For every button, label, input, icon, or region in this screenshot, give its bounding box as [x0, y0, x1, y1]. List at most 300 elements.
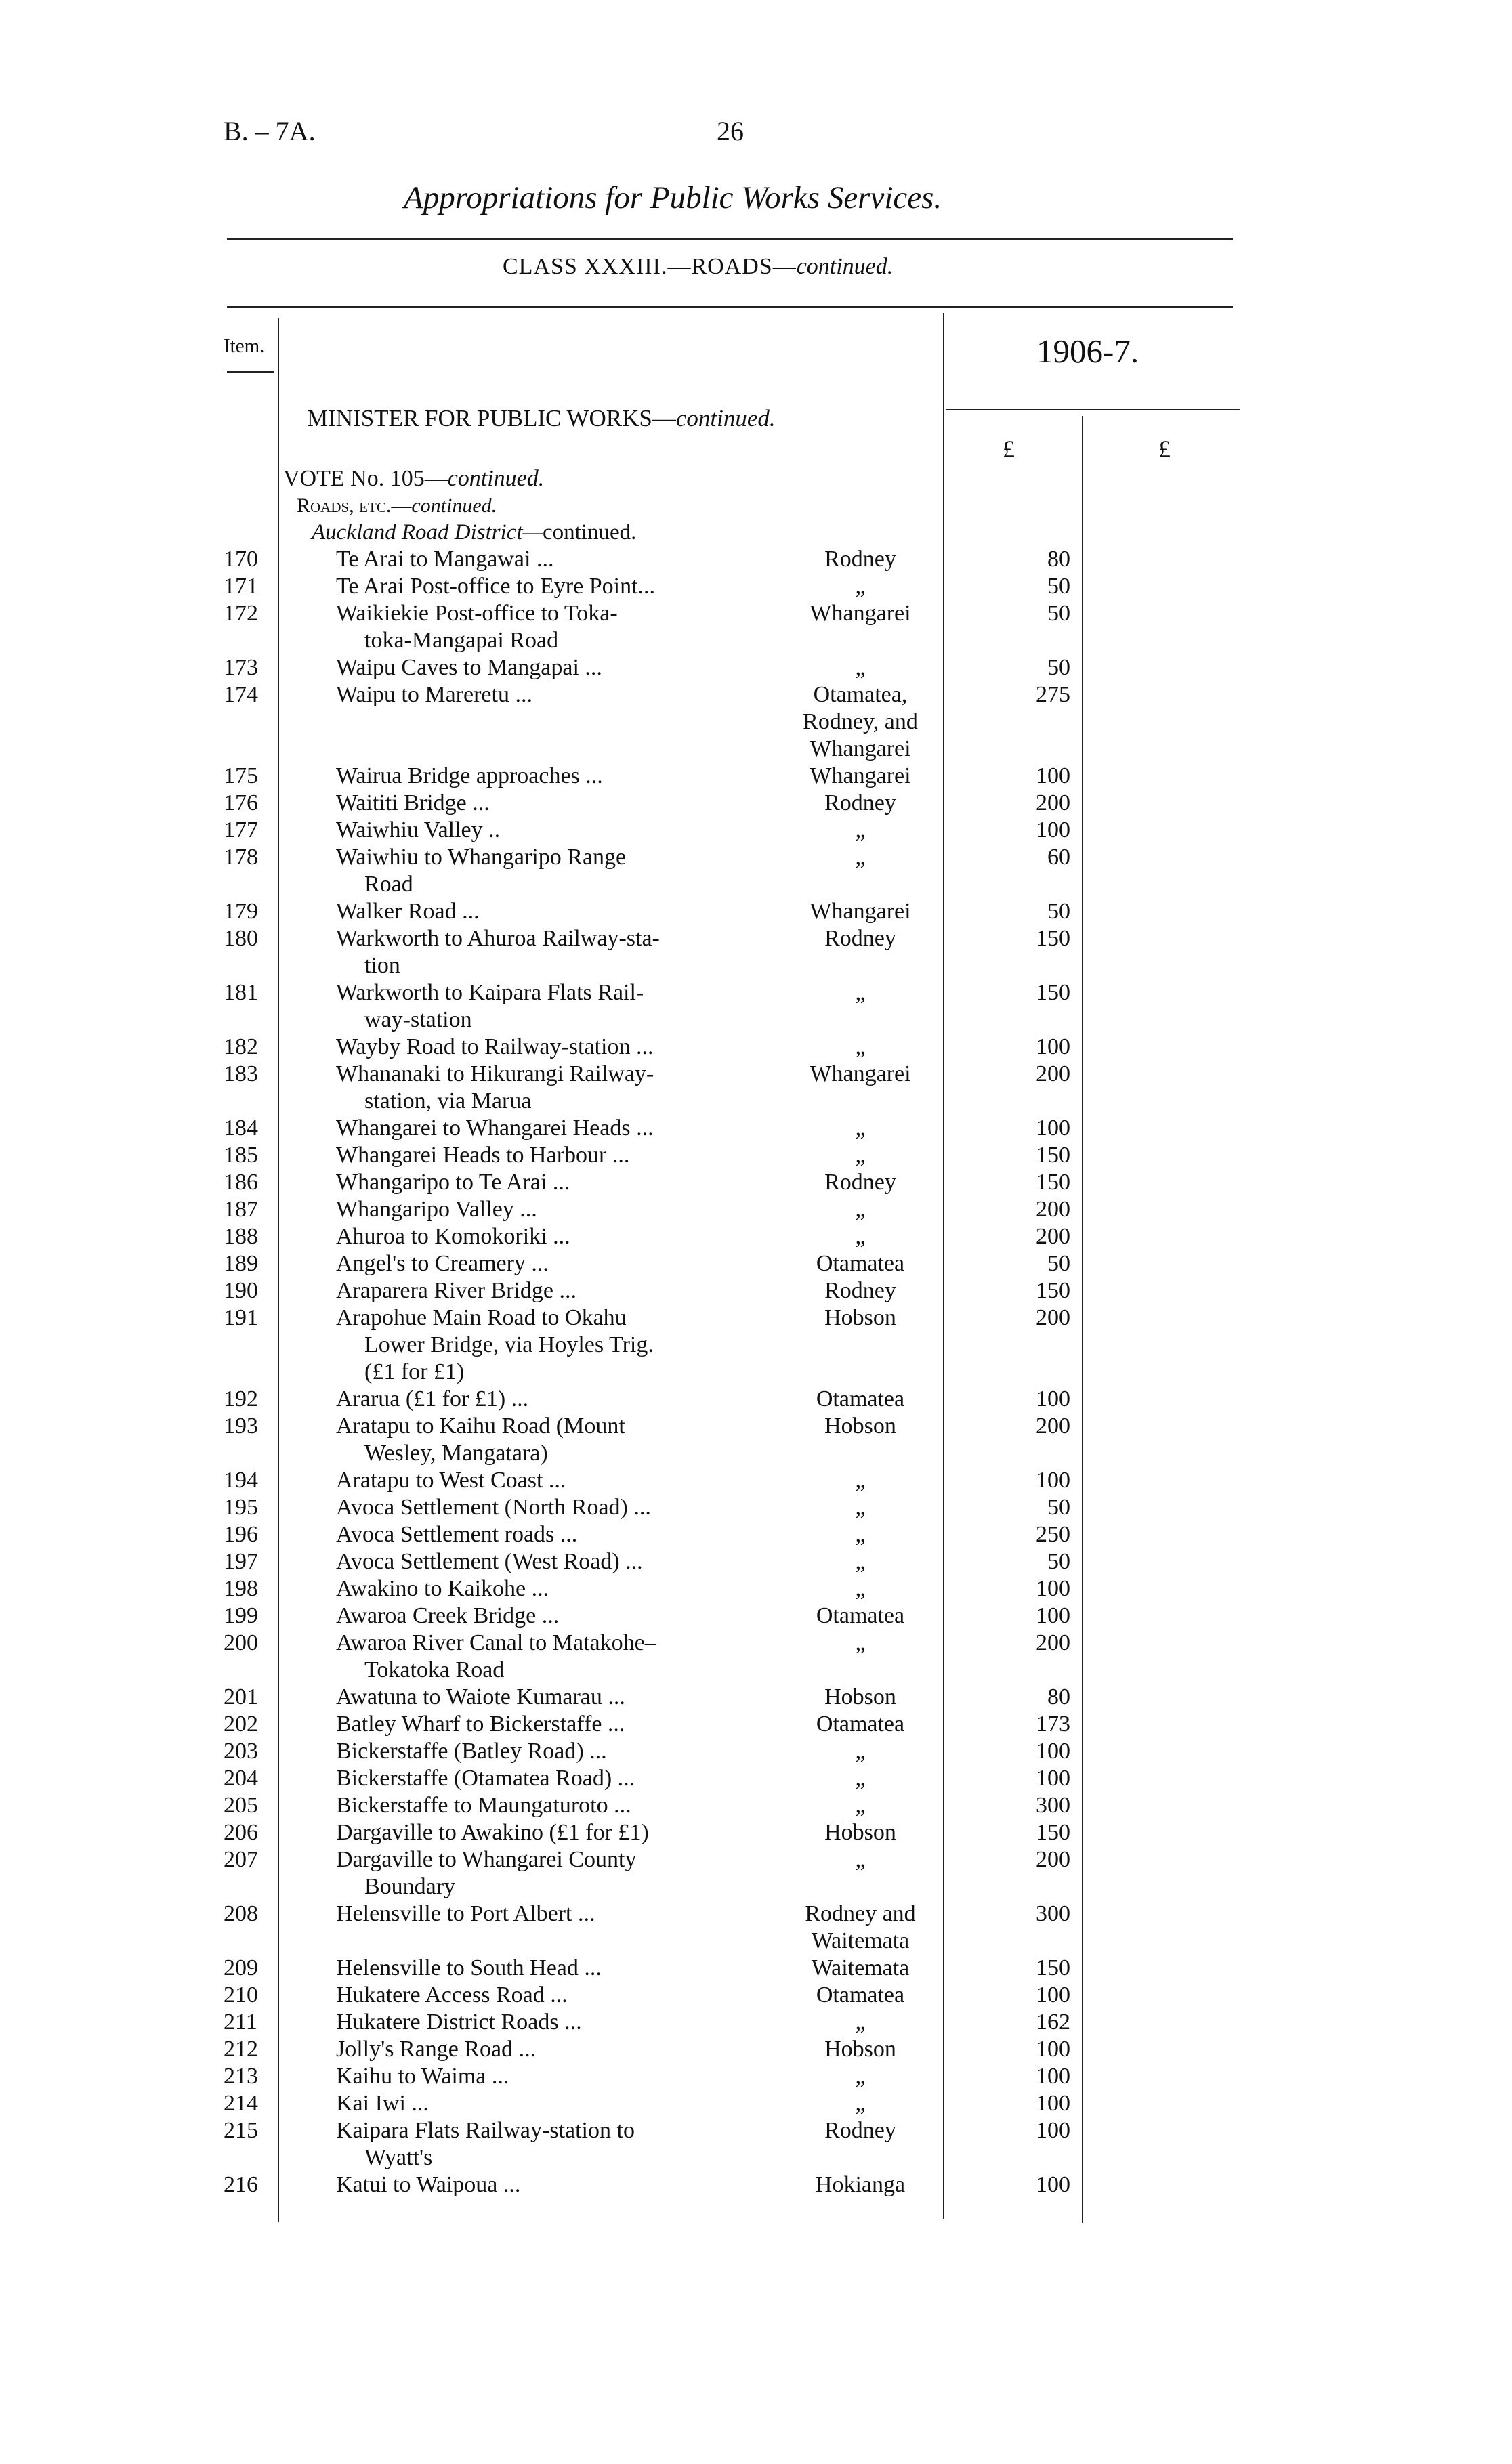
- district-line: Whangarei: [810, 899, 911, 924]
- amount-column-rule: [1082, 416, 1083, 2223]
- description-line: Angel's to Creamery ...: [336, 1251, 549, 1276]
- currency-header-1: £: [1003, 436, 1015, 463]
- description-line: way-station: [364, 1007, 472, 1032]
- description-line: Walker Road ...: [336, 899, 480, 924]
- item-number: 187: [224, 1197, 258, 1222]
- description-line: Bickerstaffe (Batley Road) ...: [336, 1739, 607, 1764]
- item-number: 183: [224, 1061, 258, 1086]
- road-description: [336, 1792, 751, 1819]
- road-district: [772, 1711, 948, 1738]
- vote-heading-continued: continued.: [447, 466, 545, 491]
- description-line: Avoca Settlement roads ...: [336, 1522, 578, 1547]
- district-line: „: [855, 2064, 866, 2089]
- item-number: 206: [224, 1820, 258, 1845]
- item-number: 211: [224, 2010, 257, 2035]
- amount: 162: [1036, 2010, 1070, 2035]
- district-line: Otamatea,: [813, 682, 908, 707]
- item-number: 172: [224, 601, 258, 626]
- item-number: 181: [224, 980, 258, 1005]
- road-description: [336, 1982, 751, 2009]
- item-header-underline: [227, 371, 274, 373]
- district-line: „: [855, 980, 866, 1005]
- road-district: [772, 654, 948, 681]
- district-line: „: [855, 1522, 866, 1547]
- road-description: [336, 1386, 751, 1413]
- amount: 100: [1036, 1766, 1070, 1791]
- description-line: Wyatt's: [364, 2145, 433, 2170]
- item-number: 176: [224, 790, 258, 815]
- description-line: Katui to Waipoua ...: [336, 2172, 521, 2197]
- district-line: Whangarei: [810, 1061, 911, 1086]
- amount: 50: [1047, 1549, 1070, 1574]
- road-district: [772, 1630, 948, 1657]
- road-description: [336, 2171, 751, 2199]
- description-line: toka-Mangapai Road: [364, 628, 559, 653]
- road-description: [336, 1846, 751, 1900]
- road-district: [772, 1982, 948, 2009]
- road-description: [336, 1196, 751, 1223]
- item-number: 185: [224, 1143, 258, 1168]
- description-line: Kaihu to Waima ...: [336, 2064, 509, 2089]
- district-line: „: [855, 1630, 866, 1655]
- district-line: „: [855, 1847, 866, 1872]
- item-number: 203: [224, 1739, 258, 1764]
- vote-heading: [283, 466, 544, 492]
- district-line: „: [855, 1034, 866, 1059]
- road-district: [772, 844, 948, 871]
- road-description: [336, 898, 751, 925]
- road-description: [336, 790, 751, 817]
- road-description: [336, 1900, 751, 1928]
- road-description: [336, 654, 751, 681]
- district-line: „: [855, 817, 866, 843]
- item-number: 208: [224, 1901, 258, 1926]
- road-description: [336, 1277, 751, 1304]
- amount: 200: [1036, 790, 1070, 815]
- item-number: 201: [224, 1684, 258, 1709]
- title-rule: [227, 238, 1233, 240]
- amount: 100: [1036, 1576, 1070, 1601]
- district-heading: [312, 520, 636, 545]
- road-district: [772, 573, 948, 600]
- amount: 300: [1036, 1793, 1070, 1818]
- item-number: 213: [224, 2064, 258, 2089]
- item-number: 200: [224, 1630, 258, 1655]
- district-line: „: [855, 1468, 866, 1493]
- road-description: [336, 1061, 751, 1115]
- road-description: [336, 844, 751, 898]
- minister-heading-main: MINISTER FOR PUBLIC WORKS—: [307, 405, 676, 431]
- road-district: [772, 2036, 948, 2063]
- description-line: Waikiekie Post-office to Toka-: [336, 601, 618, 626]
- road-description: [336, 1494, 751, 1521]
- amount: 50: [1047, 601, 1070, 626]
- district-heading-main: Auckland Road District—: [312, 520, 543, 545]
- road-description: [336, 2063, 751, 2090]
- amount: 100: [1036, 1034, 1070, 1059]
- road-district: [772, 1169, 948, 1196]
- item-number: 174: [224, 682, 258, 707]
- minister-heading: [307, 405, 776, 432]
- road-description: [336, 1115, 751, 1142]
- district-line: „: [855, 1549, 866, 1574]
- description-line: Awatuna to Waiote Kumarau ...: [336, 1684, 625, 1709]
- class-heading-continued: continued.: [796, 254, 894, 279]
- amount: 50: [1047, 899, 1070, 924]
- item-number: 188: [224, 1224, 258, 1249]
- district-line: Rodney: [824, 2118, 896, 2143]
- road-district: [772, 546, 948, 573]
- road-district: [772, 1792, 948, 1819]
- description-line: Whangarei to Whangarei Heads ...: [336, 1116, 654, 1141]
- road-district: [772, 1061, 948, 1088]
- amount: 200: [1036, 1414, 1070, 1439]
- road-district: [772, 979, 948, 1006]
- amount: 100: [1036, 1739, 1070, 1764]
- roads-heading-continued: continued.: [411, 494, 497, 517]
- road-description: [336, 1765, 751, 1792]
- description-line: Whangaripo Valley ...: [336, 1197, 537, 1222]
- description-line: Warkworth to Ahuroa Railway-sta-: [336, 926, 660, 951]
- item-number: 194: [224, 1468, 258, 1493]
- amount: 100: [1036, 1468, 1070, 1493]
- amount: 50: [1047, 1495, 1070, 1520]
- road-district: [772, 1277, 948, 1304]
- amount: 80: [1047, 1684, 1070, 1709]
- amount: 80: [1047, 547, 1070, 572]
- description-line: Hukatere Access Road ...: [336, 1982, 568, 2008]
- road-description: [336, 2090, 751, 2117]
- district-line: Hokianga: [815, 2172, 906, 2197]
- amount: 50: [1047, 1251, 1070, 1276]
- item-number: 175: [224, 763, 258, 788]
- district-line: Rodney and: [805, 1901, 916, 1926]
- road-description: [336, 979, 751, 1034]
- amount: 50: [1047, 574, 1070, 599]
- description-line: Arapohue Main Road to Okahu: [336, 1305, 627, 1330]
- road-description: [336, 925, 751, 979]
- description-line: Tokatoka Road: [364, 1657, 505, 1682]
- description-line: Te Arai to Mangawai ...: [336, 547, 554, 572]
- road-description: [336, 1142, 751, 1169]
- currency-header-2: £: [1158, 436, 1171, 463]
- district-line: „: [855, 655, 866, 680]
- district-line: „: [855, 1576, 866, 1601]
- item-number: 180: [224, 926, 258, 951]
- district-line: Hobson: [824, 1684, 896, 1709]
- road-district: [772, 1250, 948, 1277]
- road-description: [336, 546, 751, 573]
- item-number: 210: [224, 1982, 258, 2008]
- district-line: Whangarei: [810, 601, 911, 626]
- amount: 300: [1036, 1901, 1070, 1926]
- description-line: Helensville to Port Albert ...: [336, 1901, 595, 1926]
- item-number: 205: [224, 1793, 258, 1818]
- description-line: Kaipara Flats Railway-station to: [336, 2118, 635, 2143]
- class-rule: [227, 306, 1233, 308]
- road-district: [772, 1765, 948, 1792]
- road-description: [336, 1521, 751, 1548]
- district-line: Whangarei: [810, 763, 911, 788]
- item-number: 214: [224, 2091, 258, 2116]
- road-description: [336, 1630, 751, 1684]
- item-number: 204: [224, 1766, 258, 1791]
- amount: 150: [1036, 1170, 1070, 1195]
- item-number: 182: [224, 1034, 258, 1059]
- description-line: Avoca Settlement (West Road) ...: [336, 1549, 643, 1574]
- amount: 100: [1036, 2118, 1070, 2143]
- road-district: [772, 1684, 948, 1711]
- description-line: Ararua (£1 for £1) ...: [336, 1386, 529, 1411]
- description-line: Araparera River Bridge ...: [336, 1278, 576, 1303]
- road-district: [772, 763, 948, 790]
- road-district: [772, 1900, 948, 1955]
- description-line: Warkworth to Kaipara Flats Rail-: [336, 980, 644, 1005]
- road-district: [772, 1467, 948, 1494]
- road-description: [336, 1169, 751, 1196]
- description-line: Awakino to Kaikohe ...: [336, 1576, 549, 1601]
- description-line: Wairua Bridge approaches ...: [336, 763, 603, 788]
- district-line: Waitemata: [811, 1955, 910, 1980]
- amount: 100: [1036, 817, 1070, 843]
- description-line: tion: [364, 953, 400, 978]
- road-description: [336, 1034, 751, 1061]
- district-line: „: [855, 2010, 866, 2035]
- road-description: [336, 1304, 751, 1386]
- road-district: [772, 1548, 948, 1575]
- description-line: Batley Wharf to Bickerstaffe ...: [336, 1712, 625, 1737]
- amount: 150: [1036, 926, 1070, 951]
- road-description: [336, 1684, 751, 1711]
- description-line: Whangarei Heads to Harbour ...: [336, 1143, 630, 1168]
- road-description: [336, 1250, 751, 1277]
- road-district: [772, 1955, 948, 1982]
- road-description: [336, 763, 751, 790]
- road-district: [772, 1575, 948, 1602]
- road-district: [772, 681, 948, 763]
- description-line: (£1 for £1): [364, 1359, 465, 1384]
- road-description: [336, 817, 751, 844]
- district-line: Otamatea: [816, 1386, 905, 1411]
- road-description: [336, 1548, 751, 1575]
- description-line: Waititi Bridge ...: [336, 790, 490, 815]
- amount: 150: [1036, 1143, 1070, 1168]
- road-description: [336, 1223, 751, 1250]
- district-line: Rodney: [824, 547, 896, 572]
- road-district: [772, 1034, 948, 1061]
- amount: 100: [1036, 763, 1070, 788]
- item-number: 193: [224, 1414, 258, 1439]
- page-number: 26: [717, 116, 744, 146]
- amount: 60: [1047, 845, 1070, 870]
- amount: 150: [1036, 980, 1070, 1005]
- district-line: „: [855, 1495, 866, 1520]
- item-number: 207: [224, 1847, 258, 1872]
- road-district: [772, 2171, 948, 2199]
- description-line: Whananaki to Hikurangi Railway-: [336, 1061, 654, 1086]
- district-line: „: [855, 1116, 866, 1141]
- item-number: 215: [224, 2118, 258, 2143]
- road-description: [336, 573, 751, 600]
- amount: 150: [1036, 1278, 1070, 1303]
- district-line: Otamatea: [816, 1982, 905, 2008]
- description-line: Waiwhiu Valley ..: [336, 817, 501, 843]
- minister-heading-continued: continued.: [675, 405, 776, 431]
- district-line: Hobson: [824, 1414, 896, 1439]
- item-number: 209: [224, 1955, 258, 1980]
- item-number: 216: [224, 2172, 258, 2197]
- page-title: Appropriations for Public Works Services.: [404, 180, 942, 215]
- district-line: Rodney: [824, 1278, 896, 1303]
- district-line: Otamatea: [816, 1251, 905, 1276]
- road-description: [336, 600, 751, 654]
- item-number: 186: [224, 1170, 258, 1195]
- amount: 200: [1036, 1630, 1070, 1655]
- description-line: Jolly's Range Road ...: [336, 2037, 537, 2062]
- amount: 100: [1036, 1386, 1070, 1411]
- description-line: Kai Iwi ...: [336, 2091, 429, 2116]
- road-district: [772, 790, 948, 817]
- road-district: [772, 1223, 948, 1250]
- roads-heading: [297, 494, 497, 517]
- description-line: Wayby Road to Railway-station ...: [336, 1034, 654, 1059]
- road-district: [772, 2063, 948, 2090]
- year-rule: [946, 409, 1240, 410]
- road-district: [772, 1196, 948, 1223]
- item-number: 202: [224, 1712, 258, 1737]
- description-line: Bickerstaffe (Otamatea Road) ...: [336, 1766, 635, 1791]
- road-district: [772, 1386, 948, 1413]
- amount: 275: [1036, 682, 1070, 707]
- item-number: 170: [224, 547, 258, 572]
- item-number: 173: [224, 655, 258, 680]
- item-number: 184: [224, 1116, 258, 1141]
- road-district: [772, 2009, 948, 2036]
- description-line: Lower Bridge, via Hoyles Trig.: [364, 1332, 654, 1357]
- description-line: Road: [364, 872, 413, 897]
- description-line: station, via Marua: [364, 1088, 532, 1113]
- amount: 50: [1047, 655, 1070, 680]
- item-number: 195: [224, 1495, 258, 1520]
- district-line: „: [855, 1143, 866, 1168]
- district-line: „: [855, 1793, 866, 1818]
- item-number: 196: [224, 1522, 258, 1547]
- road-district: [772, 2117, 948, 2144]
- item-number: 191: [224, 1305, 258, 1330]
- road-description: [336, 2117, 751, 2171]
- item-number: 178: [224, 845, 258, 870]
- year-header: 1906-7.: [1036, 333, 1139, 370]
- item-number: 212: [224, 2037, 258, 2062]
- amount: 100: [1036, 1116, 1070, 1141]
- district-line: „: [855, 1739, 866, 1764]
- amount: 100: [1036, 2064, 1070, 2089]
- district-line: Otamatea: [816, 1712, 905, 1737]
- description-line: Bickerstaffe to Maungaturoto ...: [336, 1793, 631, 1818]
- document-reference: B. – 7A.: [224, 116, 316, 146]
- item-number: 199: [224, 1603, 258, 1628]
- road-district: [772, 1413, 948, 1440]
- road-description: [336, 1955, 751, 1982]
- item-number: 192: [224, 1386, 258, 1411]
- item-number: 190: [224, 1278, 258, 1303]
- district-line: „: [855, 1197, 866, 1222]
- district-line: Waitemata: [811, 1928, 910, 1953]
- district-line: Whangarei: [810, 736, 911, 761]
- amount: 150: [1036, 1820, 1070, 1845]
- road-description: [336, 1602, 751, 1630]
- district-line: Otamatea: [816, 1603, 905, 1628]
- item-number: 177: [224, 817, 258, 843]
- description-line: Helensville to South Head ...: [336, 1955, 602, 1980]
- description-line: Waipu Caves to Mangapai ...: [336, 655, 602, 680]
- amount: 100: [1036, 1603, 1070, 1628]
- road-district: [772, 1115, 948, 1142]
- road-description: [336, 1575, 751, 1602]
- amount: 100: [1036, 2037, 1070, 2062]
- district-heading-continued: continued.: [542, 520, 637, 545]
- road-description: [336, 2036, 751, 2063]
- road-district: [772, 1846, 948, 1873]
- district-line: Hobson: [824, 2037, 896, 2062]
- vote-heading-main: VOTE No. 105—: [283, 466, 448, 491]
- amount: 100: [1036, 2172, 1070, 2197]
- class-heading: [503, 254, 893, 280]
- description-line: Wesley, Mangatara): [364, 1441, 548, 1466]
- amount: 200: [1036, 1197, 1070, 1222]
- district-line: Hobson: [824, 1305, 896, 1330]
- road-description: [336, 1467, 751, 1494]
- road-description: [336, 1711, 751, 1738]
- item-column-header: Item.: [224, 335, 265, 357]
- road-district: [772, 1738, 948, 1765]
- item-number: 171: [224, 574, 258, 599]
- item-number: 179: [224, 899, 258, 924]
- road-district: [772, 925, 948, 952]
- description-line: Waiwhiu to Whangaripo Range: [336, 845, 627, 870]
- road-district: [772, 1142, 948, 1169]
- road-district: [772, 1819, 948, 1846]
- district-line: Rodney, and: [803, 709, 918, 734]
- road-district: [772, 1521, 948, 1548]
- amount: 200: [1036, 1224, 1070, 1249]
- description-line: Dargaville to Awakino (£1 for £1): [336, 1820, 649, 1845]
- district-line: Rodney: [824, 1170, 896, 1195]
- amount: 173: [1036, 1712, 1070, 1737]
- district-line: Rodney: [824, 790, 896, 815]
- road-district: [772, 817, 948, 844]
- amount: 200: [1036, 1305, 1070, 1330]
- amount: 200: [1036, 1061, 1070, 1086]
- road-district: [772, 1602, 948, 1630]
- amount: 100: [1036, 2091, 1070, 2116]
- road-description: [336, 681, 751, 708]
- description-line: Te Arai Post-office to Eyre Point...: [336, 574, 656, 599]
- description-line: Avoca Settlement (North Road) ...: [336, 1495, 651, 1520]
- description-line: Whangaripo to Te Arai ...: [336, 1170, 570, 1195]
- description-line: Boundary: [364, 1874, 456, 1899]
- road-district: [772, 1494, 948, 1521]
- amount: 150: [1036, 1955, 1070, 1980]
- description-line: Awaroa Creek Bridge ...: [336, 1603, 560, 1628]
- description-line: Aratapu to Kaihu Road (Mount: [336, 1414, 625, 1439]
- amount: 100: [1036, 1982, 1070, 2008]
- item-number: 189: [224, 1251, 258, 1276]
- roads-heading-main: Roads, etc.—: [297, 494, 412, 517]
- road-district: [772, 1304, 948, 1332]
- district-line: „: [855, 1224, 866, 1249]
- road-description: [336, 1738, 751, 1765]
